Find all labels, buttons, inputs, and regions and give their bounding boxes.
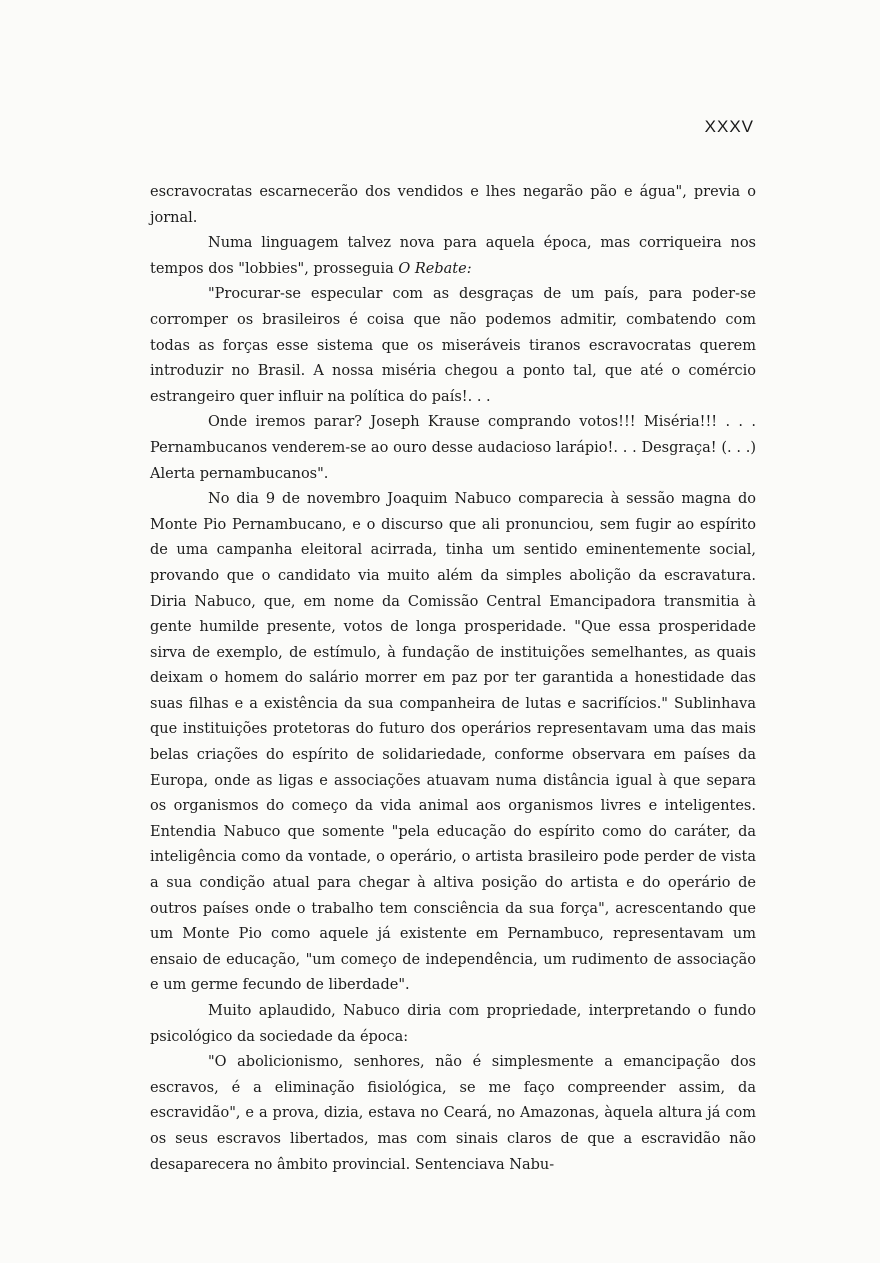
body-text [150,180,756,1178]
paragraph-7: "O abolicionismo, senhores, não é simplesmente a emancipação dos escravos, é a eliminação fisiológica, se me faço compreender assim, da escravidão", e a prova, dizia, estava no Ceará, no Amazonas, àquela altura já com os seus escravos libertados, mas com sinais claros de que a escravidão não desaparecera no âmbito provincial. Sentenciava Nabu- [150,1054,756,1173]
paragraph-6: Muito aplaudido, Nabuco diria com propriedade, interpretando o fundo psicológico da sociedade da época: [150,1003,756,1045]
paragraph-3: "Procurar-se especular com as desgraças de um país, para poder-se corromper os brasileiros é coisa que não podemos admitir, combatendo com todas as forças esse sistema que os miseráveis tiranos escravocratas querem introduzir no Brasil. A nossa miséria chegou a ponto tal, que até o comércio estrangeiro quer influir na política do país!. . . [150,286,756,405]
paragraph-1: escravocratas escarnecerão dos vendidos e lhes negarão pão e água", previa o jornal. [150,184,756,226]
paragraph-2 [150,231,756,282]
page-number: XXXV [704,117,754,136]
paragraph-2-text: Numa linguagem talvez nova para aquela época, mas corriqueira nos tempos dos "lobbies", prosseguia [150,235,756,277]
newspaper-title: O Rebate: [398,260,472,277]
paragraph-4: Onde iremos parar? Joseph Krause comprando votos!!! Miséria!!! . . . Pernambucanos venderem-se ao ouro desse audacioso larápio!. . . Desgraça! (. . .) Alerta pernambucanos". [150,414,756,482]
paragraph-5: No dia 9 de novembro Joaquim Nabuco comparecia à sessão magna do Monte Pio Pernambucano, e o discurso que ali pronunciou, sem fugir ao espírito de uma campanha eleitoral acirrada, tinha um sentido eminentemente social, provando que o candidato via muito além da simples abolição da escravatura. Diria Nabuco, que, em nome da Comissão Central Emancipadora transmitia à gente humilde presente, votos de longa prosperidade. "Que essa prosperidade sirva de exemplo, de estímulo, à fundação de instituições semelhantes, as quais deixam o homem do salário morrer em paz por ter garantida a honestidade das suas filhas e a existência da sua companheira de lutas e sacrifícios." Sublinhava que instituições protetoras do futuro dos operários representavam uma das mais belas criações do espírito de solidariedade, conforme observara em países da Europa, onde as ligas e associações atuavam numa distância igual à que separa os organismos do começo da vida animal aos organismos livres e inteligentes. Entendia Nabuco que somente "pela educação do espírito como do caráter, da inteligência como da vontade, o operário, o artista brasileiro pode perder de vista a sua condição atual para chegar à altiva posição do artista e do operário de outros países onde o trabalho tem consciência da sua força", acrescentando que um Monte Pio como aquele já existente em Pernambuco, representavam um ensaio de educação, "um começo de independência, um rudimento de associação e um germe fecundo de liberdade". [150,491,756,994]
